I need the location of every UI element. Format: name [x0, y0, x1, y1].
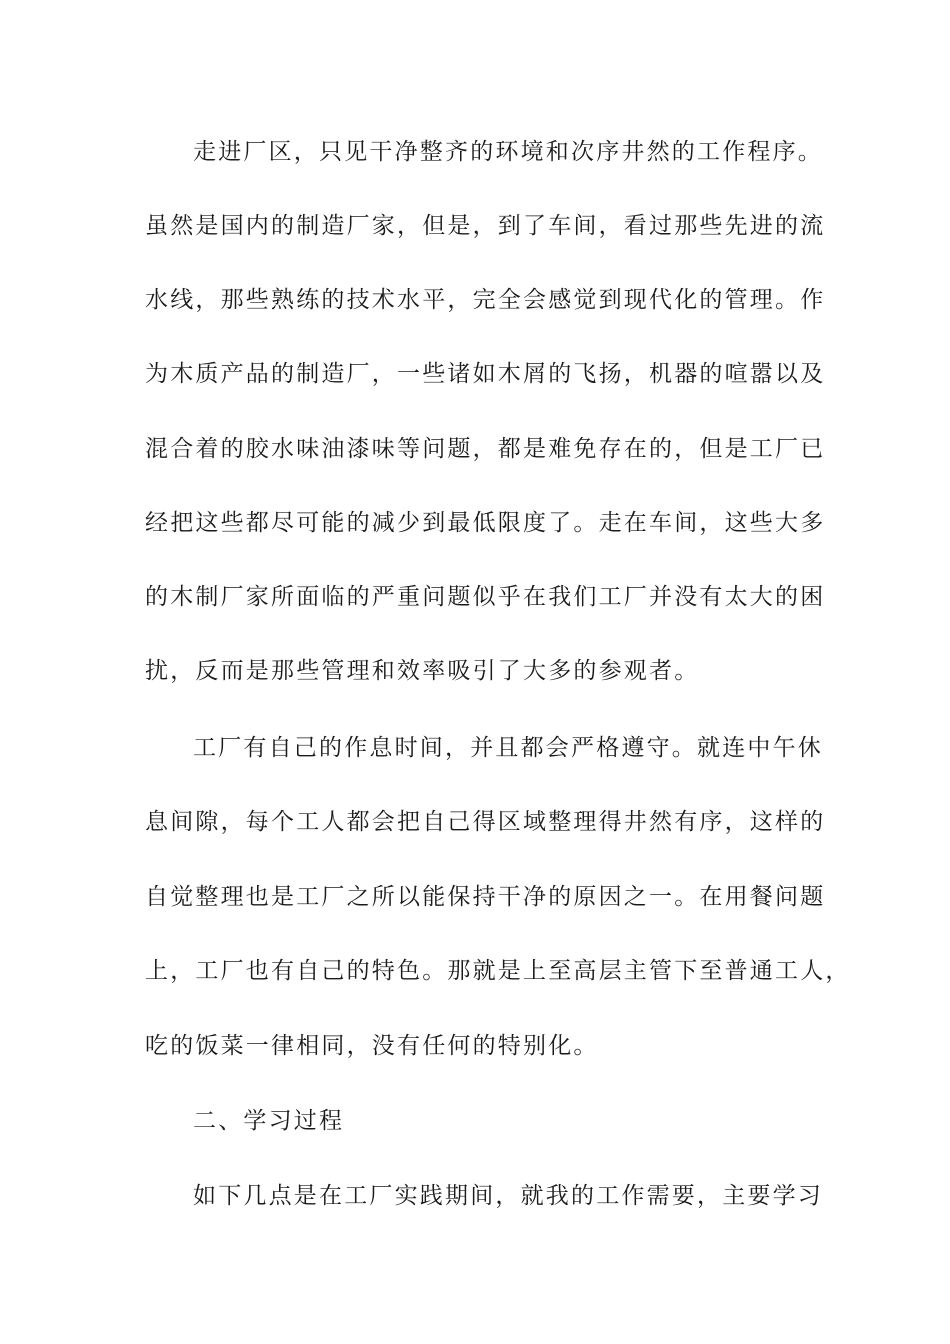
paragraph-1-line-3: 水线，那些熟练的技术水平，完全会感觉到现代化的管理。作 [145, 287, 826, 313]
paragraph-2-line-4: 上，工厂也有自己的特色。那就是上至高层主管下至普通工人， [145, 958, 851, 984]
paragraph-1-line-5: 混合着的胶水味油漆味等问题，都是难免存在的，但是工厂已 [145, 436, 826, 462]
paragraph-2-line-5: 吃的饭菜一律相同，没有任何的特别化。 [145, 1033, 599, 1059]
paragraph-1-line-2: 虽然是国内的制造厂家，但是，到了车间，看过那些先进的流 [145, 213, 826, 239]
paragraph-1-line-7: 的木制厂家所面临的严重问题似乎在我们工厂并没有太大的困 [145, 584, 826, 610]
paragraph-2-line-1: 工厂有自己的作息时间，并且都会严格遵守。就连中午休 [193, 735, 823, 761]
paragraph-1-line-1: 走进厂区，只见干净整齐的环境和次序井然的工作程序。 [193, 139, 823, 165]
section-heading: 二、学习过程 [193, 1108, 345, 1134]
paragraph-3-line-1: 如下几点是在工厂实践期间，就我的工作需要，主要学习 [193, 1183, 823, 1209]
paragraph-2-line-3: 自觉整理也是工厂之所以能保持干净的原因之一。在用餐问题 [145, 884, 826, 910]
paragraph-2-line-2: 息间隙，每个工人都会把自己得区域整理得井然有序，这样的 [145, 809, 826, 835]
paragraph-1-line-6: 经把这些都尽可能的减少到最低限度了。走在车间，这些大多 [145, 510, 826, 536]
paragraph-1-line-8: 扰，反而是那些管理和效率吸引了大多的参观者。 [145, 658, 700, 684]
paragraph-1-line-4: 为木质产品的制造厂，一些诸如木屑的飞扬，机器的喧嚣以及 [145, 361, 826, 387]
